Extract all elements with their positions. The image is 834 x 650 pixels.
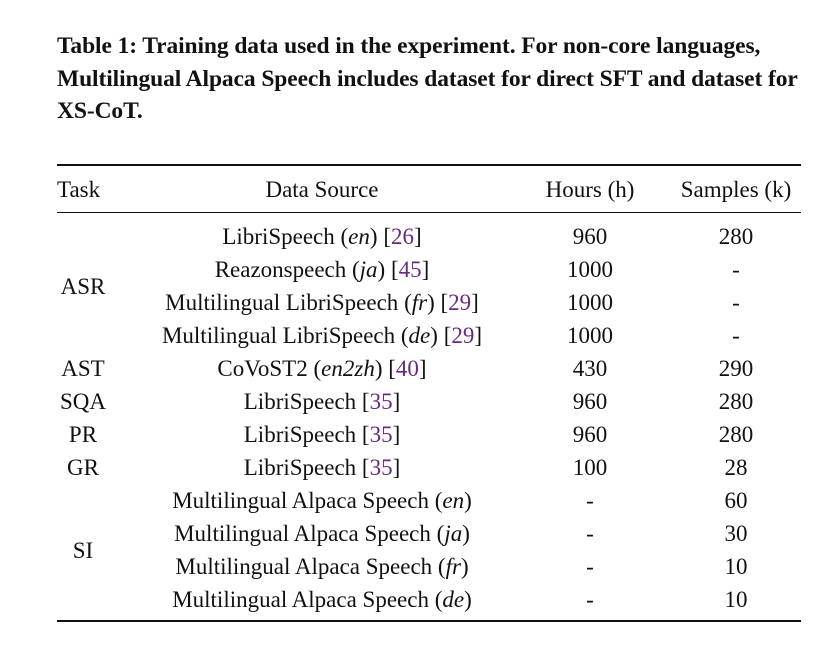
task-label: GR: [67, 455, 99, 480]
data-source-cell: LibriSpeech [35]: [243, 389, 401, 414]
source-language: en: [442, 488, 465, 513]
header-task: Task: [57, 177, 101, 202]
citation-ref: 35: [369, 422, 393, 447]
source-name: Multilingual Alpaca Speech: [172, 488, 429, 513]
citation-ref: 35: [369, 389, 393, 414]
data-source-cell: Multilingual Alpaca Speech (de): [172, 587, 472, 612]
source-name: Multilingual LibriSpeech: [165, 290, 399, 315]
hours-cell: 1000: [567, 290, 613, 315]
citation-ref: 29: [451, 323, 475, 348]
source-language: de: [408, 323, 431, 348]
hours-cell: 430: [572, 356, 608, 381]
task-label: PR: [68, 422, 98, 447]
citation-ref: 40: [395, 356, 419, 381]
task-label: SQA: [59, 389, 106, 414]
citation-ref: 45: [398, 257, 422, 282]
data-source-cell: Multilingual Alpaca Speech (en): [172, 488, 472, 513]
source-language: en: [348, 224, 370, 249]
source-name: Multilingual Alpaca Speech: [175, 554, 433, 579]
source-language: ja: [359, 257, 378, 282]
samples-cell: 280: [718, 389, 754, 414]
hours-cell: -: [586, 587, 594, 612]
hours-cell: -: [586, 554, 594, 579]
source-name: Multilingual LibriSpeech: [161, 323, 396, 348]
source-name: Multilingual Alpaca Speech: [172, 587, 429, 612]
data-source-cell: Multilingual Alpaca Speech (fr): [175, 554, 469, 579]
task-label: AST: [61, 356, 105, 381]
data-source-cell: Multilingual LibriSpeech (de) [29]: [161, 323, 483, 348]
hours-cell: 1000: [567, 323, 613, 348]
source-name: LibriSpeech: [243, 422, 357, 447]
header-data-source: Data Source: [265, 177, 379, 202]
hours-cell: -: [586, 521, 594, 546]
hours-cell: 960: [572, 224, 608, 249]
source-language: de: [442, 587, 465, 612]
source-name: Multilingual Alpaca Speech: [174, 521, 431, 546]
data-source-cell: CoVoST2 (en2zh) [40]: [217, 356, 427, 381]
samples-cell: 10: [724, 554, 748, 579]
citation-ref: 26: [390, 224, 414, 249]
samples-cell: 10: [724, 587, 748, 612]
citation-ref: 35: [369, 455, 393, 480]
table-caption: Table 1: Training data used in the experiment. For non-core languages, Multilingual Alpaca Speech includes dataset for direct SFT and dataset for XS-CoT.: [57, 33, 798, 124]
header-hours: Hours (h): [545, 177, 635, 202]
table-top-rule: [57, 164, 801, 166]
samples-cell: 30: [724, 521, 748, 546]
table-header-rule: [57, 212, 801, 213]
data-source-cell: Multilingual LibriSpeech (fr) [29]: [165, 290, 479, 315]
header-samples: Samples (k): [680, 177, 792, 202]
samples-cell: 280: [718, 422, 754, 447]
samples-cell: -: [732, 257, 740, 282]
source-language: fr: [411, 290, 428, 315]
samples-cell: 28: [724, 455, 748, 480]
task-label: SI: [72, 537, 94, 563]
samples-cell: -: [732, 323, 740, 348]
source-name: LibriSpeech: [222, 224, 335, 249]
table-bottom-rule: [57, 620, 801, 622]
hours-cell: 960: [572, 389, 608, 414]
data-source-cell: Multilingual Alpaca Speech (ja): [174, 521, 470, 546]
hours-cell: 1000: [567, 257, 613, 282]
hours-cell: 100: [572, 455, 608, 480]
task-label: ASR: [60, 273, 106, 299]
data-source-cell: Reazonspeech (ja) [45]: [214, 257, 430, 282]
samples-cell: 290: [718, 356, 754, 381]
source-language: en2zh: [321, 356, 375, 381]
citation-ref: 29: [448, 290, 472, 315]
hours-cell: 960: [572, 422, 608, 447]
data-source-cell: LibriSpeech (en) [26]: [222, 224, 422, 249]
samples-cell: 280: [718, 224, 754, 249]
source-language: fr: [445, 554, 461, 579]
hours-cell: -: [586, 488, 594, 513]
samples-cell: -: [732, 290, 740, 315]
data-source-cell: LibriSpeech [35]: [243, 455, 401, 480]
source-name: LibriSpeech: [243, 389, 357, 414]
source-name: Reazonspeech: [214, 257, 347, 282]
data-source-cell: LibriSpeech [35]: [243, 422, 401, 447]
source-name: LibriSpeech: [243, 455, 357, 480]
source-name: CoVoST2: [217, 356, 308, 381]
source-language: ja: [444, 521, 463, 546]
samples-cell: 60: [724, 488, 748, 513]
